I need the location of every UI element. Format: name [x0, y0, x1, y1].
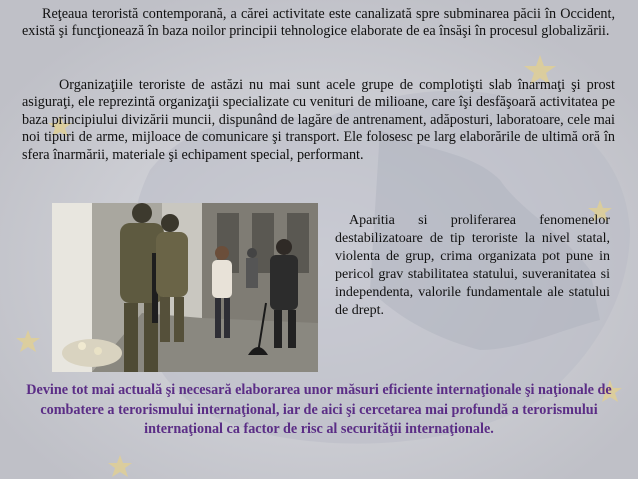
conclusion-highlight: Devine tot mai actuală şi necesară elaborarea unor măsuri eficiente internaţionale şi naţionale de combatere a terorismului internaţional, iar de aici şi cercetarea mai profundă a terorismului internaţional ca factor de risc al securităţii internaţionale. — [26, 382, 612, 437]
paragraph-terrorist-organizations: Organizaţiile teroriste de astăzi nu mai sunt acele grupe de complotişti slab înarmaţi şi prost asiguraţi, ele reprezintă organizaţii specializate cu venituri de milioane, care îşi desfăşoară activitatea pe baza principiului divizării muncii, dispunând de lagăre de antrenament, adăposturi, laboratoare, cele mai noi tipuri de arme, mijloace de comunicare şi transport. Ele folosesc pe larg elaborările de ultimă oră în sfera înarmării, materiale şi echipament special, performant. — [22, 77, 615, 163]
street-patrol-photo — [52, 203, 318, 372]
pedestrian-distant — [246, 248, 258, 288]
paragraph-destabilizing-phenomena: Aparitia si proliferarea fenomenelor destabilizatoare de tip teroriste la nivel statal, violenta de grup, crima organizata pot pune in pericol grav stabilitatea statului, suveranitatea si independenta, valorile fundamentale ale statului de drept. — [335, 213, 610, 318]
paragraph-terrorist-network: Reţeaua teroristă contemporană, a cărei activitate este canalizată spre subminarea păcii în Occident, există şi funcţionează în baza noilor principii tehnologice elaborate de ea însăşi în procesul globalizării. — [22, 6, 615, 40]
